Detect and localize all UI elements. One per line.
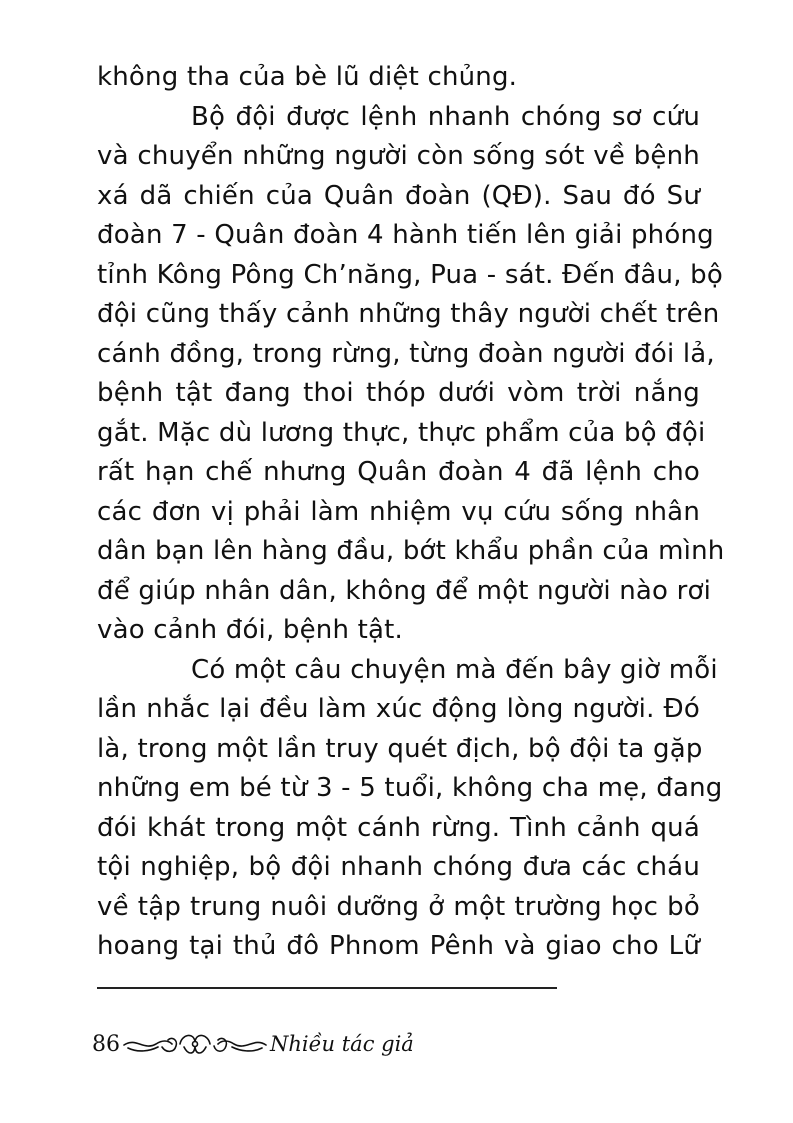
text-line: Có một câu chuyện mà đến bây giờ mỗi bbox=[191, 654, 718, 685]
page-footer bbox=[92, 1024, 414, 1064]
footer-rule bbox=[97, 987, 557, 989]
text-line: đoàn 7 - Quân đoàn 4 hành tiến lên giải phóng bbox=[97, 220, 714, 250]
text-line: bệnh tật đang thoi thóp dưới vòm trời nắng bbox=[97, 378, 700, 408]
text-line: những em bé từ 3 - 5 tuổi, không cha mẹ, đang bbox=[97, 773, 723, 803]
text-line: dân bạn lên hàng đầu, bớt khẩu phần của mình bbox=[97, 536, 725, 566]
page-number: 86 bbox=[92, 1031, 120, 1057]
decorative-flourish-icon bbox=[122, 1029, 268, 1059]
text-line: rất hạn chế nhưng Quân đoàn 4 đã lệnh cho bbox=[97, 457, 700, 487]
text-line: đội cũng thấy cảnh những thây người chết trên bbox=[97, 299, 720, 329]
text-line: gắt. Mặc dù lương thực, thực phẩm của bộ đội bbox=[97, 417, 706, 448]
text-line: vào cảnh đói, bệnh tật. bbox=[97, 615, 404, 645]
text-line: để giúp nhân dân, không để một người nào rơi bbox=[97, 575, 712, 606]
text-line: tỉnh Kông Pông Ch’năng, Pua - sát. Đến đâu, bộ bbox=[97, 259, 723, 290]
text-line: là, trong một lần truy quét địch, bộ đội ta gặp bbox=[97, 733, 703, 764]
text-line: về tập trung nuôi dưỡng ở một trường học bỏ bbox=[97, 891, 700, 922]
text-line: các đơn vị phải làm nhiệm vụ cứu sống nhân bbox=[97, 496, 700, 527]
text-line: Bộ đội được lệnh nhanh chóng sơ cứu bbox=[191, 101, 700, 132]
footer-author: Nhiều tác giả bbox=[270, 1032, 414, 1056]
text-line: xá dã chiến của Quân đoàn (QĐ). Sau đó Sư bbox=[97, 180, 700, 211]
body-text bbox=[97, 58, 725, 967]
text-line: đói khát trong một cánh rừng. Tình cảnh quá bbox=[97, 812, 700, 843]
text-line: không tha của bè lũ diệt chủng. bbox=[97, 62, 518, 92]
text-line: và chuyển những người còn sống sót về bệnh bbox=[97, 141, 700, 171]
text-line: tội nghiệp, bộ đội nhanh chóng đưa các cháu bbox=[97, 852, 700, 882]
text-line: lần nhắc lại đều làm xúc động lòng người. Đó bbox=[97, 694, 700, 724]
text-line: hoang tại thủ đô Phnom Pênh và giao cho Lữ bbox=[97, 931, 700, 961]
text-line: cánh đồng, trong rừng, từng đoàn người đói lả, bbox=[97, 338, 715, 369]
